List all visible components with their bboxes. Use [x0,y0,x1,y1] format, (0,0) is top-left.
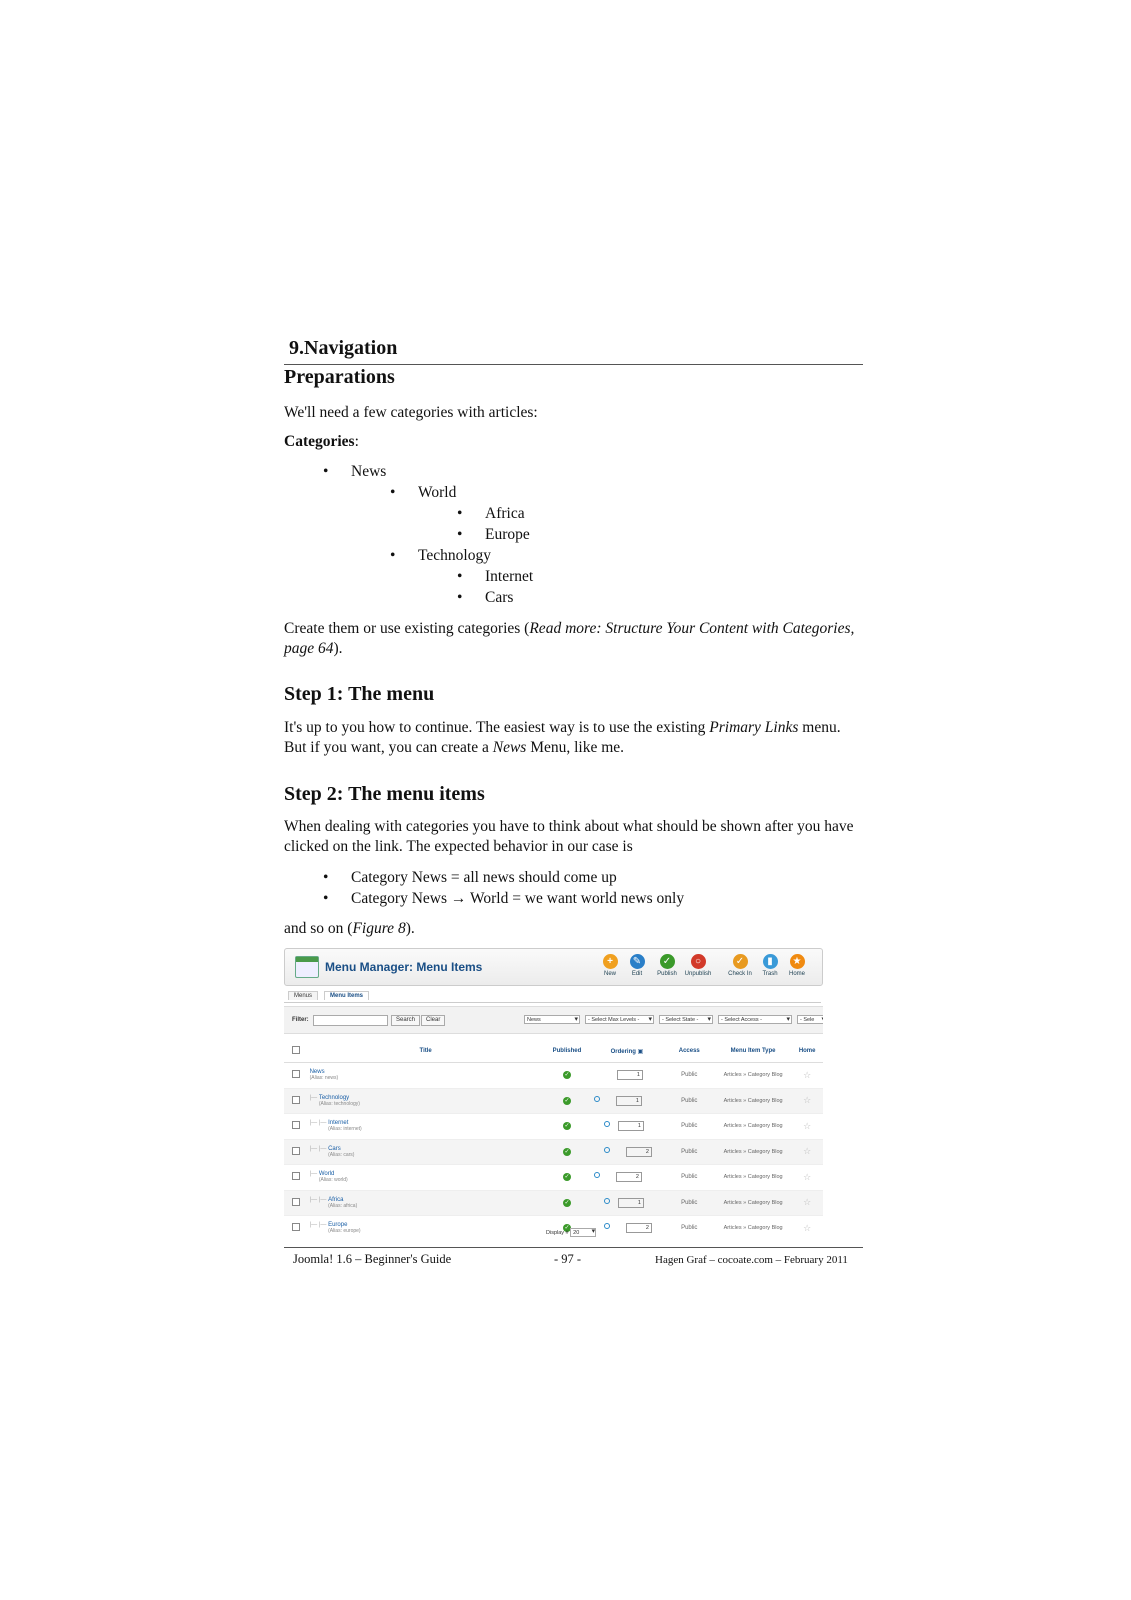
category-item [323,462,387,481]
move-order-icon[interactable] [594,1096,600,1102]
move-order-icon[interactable] [594,1172,600,1178]
menu-item-title-link[interactable]: Internet [328,1120,349,1127]
category-item-label: Internet [485,568,534,585]
unpublish-icon: ○ [691,954,706,969]
published-cell [544,1190,591,1216]
table-row [284,1165,823,1191]
home-star-icon[interactable]: ☆ [803,1095,812,1106]
move-order-icon[interactable] [604,1147,610,1153]
tab-menus[interactable]: Menus [288,991,318,1000]
menu-item-alias: (Alias: internet) [328,1126,362,1133]
prep-intro: We'll need a few categories with articles: [284,404,538,421]
title-block [328,1222,361,1234]
bullet-glyph: • [323,463,329,480]
ordering-cell [590,1088,663,1114]
published-check-icon[interactable]: ✓ [564,1072,570,1079]
bullet-glyph: • [457,589,463,606]
filter-label: Filter: [292,1017,309,1023]
access-select[interactable]: - Select Access - ▾ [718,1015,792,1024]
home-star-icon[interactable]: ☆ [803,1197,812,1208]
col-ordering[interactable] [590,1040,663,1063]
published-check-icon[interactable]: ✓ [564,1199,570,1206]
home-cell [791,1165,823,1191]
move-order-icon[interactable] [604,1121,610,1127]
toolbar-label: Check In [728,971,752,977]
table-row [284,1190,823,1216]
bullet-glyph: • [390,547,396,564]
table-row [284,1088,823,1114]
menu-item-type-cell: Articles » Category Blog [715,1063,791,1089]
menu-item-title-link[interactable]: Cars [328,1145,341,1152]
menu-item-alias: (Alias: africa) [328,1202,358,1209]
ordering-input[interactable]: 2 [616,1172,642,1182]
title-block [319,1095,360,1107]
menu-select[interactable]: News ▾ [524,1015,580,1024]
col-ordering-label: Ordering [610,1048,636,1055]
row-select-cell [284,1190,308,1216]
home-cell [791,1139,823,1165]
display-select[interactable]: 20 ▾ [570,1228,596,1237]
menu-item-type-cell: Articles » Category Blog [715,1088,791,1114]
toolbar-label: Home [788,971,805,977]
category-item-label: World [418,484,457,501]
move-order-icon[interactable] [604,1198,610,1204]
menu-item-title-link[interactable]: Africa [328,1196,344,1203]
bottom-rule [284,1247,863,1248]
row-checkbox[interactable] [292,1121,300,1129]
category-item-label: Africa [485,505,525,522]
title-cell [308,1088,544,1114]
toolbar-trash-button[interactable] [755,954,785,977]
language-select[interactable]: - Sele ▾ [797,1015,823,1024]
home-cell [791,1063,823,1089]
news-em: News [492,738,527,756]
bullet-glyph: • [457,526,463,543]
plus-icon: + [603,954,618,969]
home-cell [791,1088,823,1114]
category-item-label: News [351,463,387,480]
published-check-icon[interactable]: ✓ [564,1148,570,1155]
bullet-glyph: • [323,869,329,886]
col-title[interactable]: Title [308,1040,544,1063]
toolbar-new-button[interactable] [595,954,625,977]
category-item [457,525,530,544]
ordering-input[interactable]: 1 [617,1070,643,1080]
state-select[interactable]: - Select State - ▾ [659,1015,713,1024]
row-select-cell [284,1139,308,1165]
menu-item-title-link[interactable]: World [318,1171,335,1178]
category-item [390,546,491,565]
step2-heading: Step 2: The menu items [284,783,485,805]
chapter-title: 9.Navigation [289,337,398,359]
title-block [310,1069,339,1081]
published-check-icon[interactable]: ✓ [564,1174,570,1181]
category-item [390,483,457,502]
toolbar-publish-button[interactable] [652,954,682,977]
table-header-row [284,1040,823,1063]
row-checkbox[interactable] [292,1096,300,1104]
published-cell [544,1114,591,1140]
max-levels-select[interactable]: - Select Max Levels - ▾ [585,1015,654,1024]
check-icon: ✓ [660,954,675,969]
published-check-icon[interactable]: ✓ [564,1225,570,1232]
table-row [284,1139,823,1165]
primary-links-em: Primary Links [709,719,799,736]
access-cell: Public [664,1088,715,1114]
step1-text-c: Menu, like me. [526,738,625,756]
filter-bar [284,1006,823,1034]
row-checkbox[interactable] [292,1172,300,1180]
access-cell: Public [664,1165,715,1191]
title-cell [308,1190,544,1216]
row-select-cell [284,1088,308,1114]
submenu-tabs [284,990,821,1003]
menu-manager-header [284,948,823,986]
title-cell [308,1139,544,1165]
home-star-icon[interactable]: ☆ [803,1222,812,1233]
categories-colon: : [354,433,359,450]
and-so-on-text [284,919,864,939]
toolbar-check-in-button[interactable] [725,954,755,977]
menu-item-type-cell: Articles » Category Blog [715,1165,791,1191]
categories-label-line [284,432,864,452]
table-row [284,1063,823,1089]
access-cell: Public [664,1114,715,1140]
category-item [457,504,525,523]
tab-menu-items[interactable]: Menu Items [324,991,369,1000]
row-select-cell [284,1216,308,1241]
title-block [328,1197,357,1209]
save-order-icon[interactable]: ▣ [637,1048,644,1055]
title-cell [308,1063,544,1089]
toolbar-edit-button[interactable] [622,954,652,977]
title-cell [308,1216,544,1241]
ordering-input[interactable]: 1 [616,1096,642,1106]
published-check-icon[interactable]: ✓ [564,1097,570,1104]
menu-item-type-cell: Articles » Category Blog [715,1114,791,1140]
select-all-checkbox[interactable] [292,1046,300,1054]
menu-manager-screenshot [284,948,823,1240]
category-item-label: Europe [485,526,530,543]
title-cell [308,1114,544,1140]
title-block [319,1171,348,1183]
row-checkbox[interactable] [292,1223,300,1231]
create-text-after: ). [333,639,343,657]
menu-item-title-link[interactable]: Technology [318,1094,350,1101]
ordering-cell [590,1190,663,1216]
menu-item-type-cell: Articles » Category Blog [715,1190,791,1216]
step2-bullet-1 [323,868,617,887]
published-cell [544,1063,591,1089]
read-more-reference: Read more: Structure Your Content with Categories, page 64 [284,620,855,657]
col-access[interactable]: Access [664,1040,715,1063]
checkin-icon: ✓ [733,954,748,969]
col-menu-item-type[interactable]: Menu Item Type [715,1040,791,1063]
andso-before: and so on ( [284,920,353,937]
create-text [284,619,864,658]
toolbar-label: New [603,971,616,977]
row-select-cell [284,1114,308,1140]
step1-text [284,718,864,757]
home-cell [791,1114,823,1140]
row-checkbox[interactable] [292,1147,300,1155]
menu-item-alias: (Alias: technology) [318,1100,360,1107]
create-text-before: Create them or use existing categories ( [284,620,530,637]
bullet-glyph: • [323,890,329,907]
ordering-input[interactable]: 2 [626,1147,652,1157]
home-star-icon[interactable]: ☆ [803,1120,812,1131]
clear-button[interactable]: Clear [421,1015,445,1026]
category-item [457,567,534,586]
menu-items-table [284,1040,823,1240]
star-icon: ★ [790,954,805,969]
menu-item-title-link[interactable]: Europe [328,1222,348,1229]
select-all-header [284,1040,308,1063]
figure-ref: Figure 8 [352,920,406,937]
bullet-glyph: • [390,484,396,501]
home-cell [791,1216,823,1241]
display-label: Display # [546,1229,569,1236]
menu-item-alias: (Alias: world) [318,1177,348,1184]
trash-icon: ▮ [763,954,778,969]
row-checkbox[interactable] [292,1070,300,1078]
step1-text-b: menu. But if you want, you can create a [284,719,841,756]
table-row [284,1114,823,1140]
step1-text-a: It's up to you how to continue. The easiest way is to use the existing [284,719,710,736]
footer-left: Joomla! 1.6 – Beginner's Guide [293,1252,452,1266]
tree-prefix: |— |— [309,1145,327,1152]
step2-bullet-1-text: Category News = all news should come up [351,869,617,886]
ordering-input[interactable]: 2 [626,1223,652,1233]
tree-prefix: |— [309,1094,318,1101]
top-rule [284,364,863,365]
access-cell: Public [664,1063,715,1089]
row-checkbox[interactable] [292,1198,300,1206]
access-cell: Public [664,1190,715,1216]
title-block [328,1146,354,1158]
menu-item-alias: (Alias: europe) [328,1228,361,1235]
published-check-icon[interactable]: ✓ [564,1123,570,1130]
step2-bullet-2 [323,889,685,908]
row-select-cell [284,1063,308,1089]
footer-right: Hagen Graf – cocoate.com – February 2011 [655,1254,848,1266]
categories-label: Categories [284,433,355,450]
category-item-label: Technology [418,547,491,564]
andso-after: ). [405,920,415,937]
col-published[interactable]: Published [544,1040,591,1063]
home-cell [791,1190,823,1216]
ordering-cell [590,1165,663,1191]
move-order-icon[interactable] [604,1223,610,1229]
ordering-cell [590,1216,663,1241]
step1-heading: Step 1: The menu [284,683,435,705]
menu-item-alias: (Alias: news) [309,1075,339,1082]
ordering-input[interactable]: 1 [618,1198,644,1208]
pencil-icon: ✎ [630,954,645,969]
section-preparations: Preparations [284,366,395,388]
bullet-glyph: • [457,568,463,585]
title-cell [308,1165,544,1191]
tree-prefix: |— |— [309,1120,327,1127]
access-cell: Public [664,1139,715,1165]
title-block [328,1120,362,1132]
published-cell [544,1139,591,1165]
step2-text: When dealing with categories you have to think about what should be shown after you have clicked on the link. The expected behavior in our case is [284,818,854,855]
menu-manager-title: Menu Manager: Menu Items [325,960,483,974]
display-number [546,1228,596,1237]
toolbar-label: Trash [762,971,778,977]
home-star-icon[interactable]: ☆ [803,1171,812,1182]
home-star-icon[interactable]: ☆ [803,1069,812,1080]
tree-prefix: |— |— [309,1222,327,1229]
toolbar-label: Unpublish [684,971,712,977]
ordering-cell [590,1063,663,1089]
footer-page-number: - 97 - [554,1252,582,1266]
home-star-icon[interactable]: ☆ [803,1146,812,1157]
toolbar-home-button[interactable] [782,954,812,977]
ordering-cell [590,1114,663,1140]
published-cell [544,1088,591,1114]
menu-item-type-cell: Articles » Category Blog [715,1139,791,1165]
search-button[interactable]: Search [391,1015,420,1026]
menu-manager-icon [295,956,319,978]
toolbar-label: Publish [657,971,677,977]
ordering-cell [590,1139,663,1165]
ordering-input[interactable]: 1 [618,1121,644,1131]
menu-item-title-link[interactable]: News [309,1069,325,1076]
row-select-cell [284,1165,308,1191]
menu-item-type-cell: Articles » Category Blog [715,1216,791,1241]
tree-prefix: |— |— [309,1196,327,1203]
col-home[interactable]: Home [791,1040,823,1063]
toolbar-unpublish-button[interactable] [683,954,713,977]
step2-bullet-2-text: Category News → World = we want world news only [351,890,685,907]
filter-input[interactable] [313,1015,388,1026]
tree-prefix: |— [309,1171,318,1178]
published-cell [544,1165,591,1191]
category-item [457,588,514,607]
bullet-glyph: • [457,505,463,522]
access-cell: Public [664,1216,715,1241]
menu-item-alias: (Alias: cars) [328,1151,355,1158]
toolbar-label: Edit [631,971,643,977]
category-item-label: Cars [485,589,514,606]
